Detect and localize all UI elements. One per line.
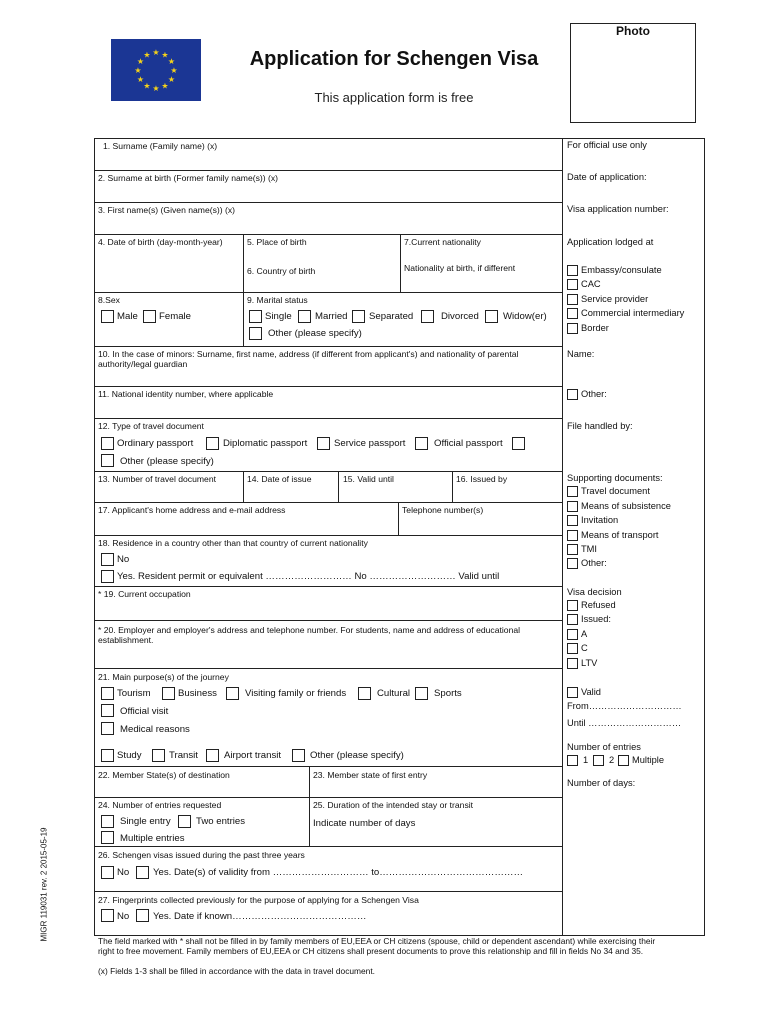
purpose-business-label: Business — [178, 688, 217, 699]
decision-until-label: Until ………………………… — [567, 718, 682, 728]
field-entries-requested-label: 24. Number of entries requested — [98, 800, 222, 810]
marital-divorced-label: Divorced — [441, 311, 479, 322]
doc-diplomatic-label: Diplomatic passport — [223, 438, 308, 449]
doc-other-label: Other (please specify) — [120, 456, 214, 467]
official-entries-label: Number of entries — [567, 742, 641, 752]
doc-ordinary-checkbox[interactable] — [101, 437, 114, 450]
field-national-id-label: 11. National identity number, where applicable — [98, 389, 274, 399]
lodged-intermediary-checkbox[interactable] — [567, 308, 578, 319]
purpose-business-checkbox[interactable] — [162, 687, 175, 700]
fingerprints-no-label: No — [117, 911, 130, 922]
lodged-border-checkbox[interactable] — [567, 323, 578, 334]
decision-valid-checkbox[interactable] — [567, 687, 578, 698]
field-valid-until-label: 15. Valid until — [343, 474, 394, 484]
supporting-invitation-checkbox[interactable] — [567, 515, 578, 526]
svg-text:★: ★ — [161, 50, 169, 60]
official-handled-label: File handled by: — [567, 421, 633, 431]
purpose-study-checkbox[interactable] — [101, 749, 114, 762]
svg-text:★: ★ — [170, 66, 178, 75]
doc-other-checkbox[interactable] — [101, 454, 114, 467]
official-name-label: Name: — [567, 349, 595, 359]
marital-single-label: Single — [265, 311, 292, 322]
entries-multiple-official-label: Multiple — [632, 755, 665, 765]
field-home-address-label: 17. Applicant's home address and e-mail address — [98, 505, 286, 515]
official-days-label: Number of days: — [567, 778, 636, 788]
field-minors-label: 10. In the case of minors: Surname, first name, address (if different from applicant's) and nationality of parental — [98, 349, 519, 359]
decision-from-label: From………………………… — [567, 701, 682, 711]
sex-male-checkbox[interactable] — [101, 310, 114, 323]
svg-text:★: ★ — [167, 75, 176, 84]
decision-a-label: A — [581, 629, 588, 639]
purpose-medical-checkbox[interactable] — [101, 722, 114, 735]
fingerprints-yes-checkbox[interactable] — [136, 909, 149, 922]
purpose-tourism-checkbox[interactable] — [101, 687, 114, 700]
field-telephone-label: Telephone number(s) — [402, 505, 484, 515]
residence-no-label: No — [117, 554, 130, 565]
entries-two-checkbox[interactable] — [178, 815, 191, 828]
field-employer-label-cont: establishment. — [98, 635, 154, 645]
official-number-label: Visa application number: — [567, 204, 669, 214]
doc-official-checkbox[interactable] — [415, 437, 428, 450]
decision-a-checkbox[interactable] — [567, 629, 578, 640]
entries-multiple-label: Multiple entries — [120, 833, 185, 844]
lodged-border-label: Border — [581, 323, 609, 333]
supporting-subsistence-checkbox[interactable] — [567, 501, 578, 512]
svg-text:★: ★ — [167, 57, 176, 66]
field-nationality-label: 7.Current nationality — [404, 237, 481, 247]
marital-separated-label: Separated — [369, 311, 414, 322]
footer-note — [98, 936, 698, 957]
official-decision-label: Visa decision — [567, 587, 622, 597]
sex-female-label: Female — [159, 311, 191, 322]
footer-note-line2: right to free movement. Family members of EU,EEA or CH citizens shall present documents to prove this relationship and fill in fields No 34 and 35. — [98, 946, 644, 957]
supporting-invitation-label: Invitation — [581, 515, 619, 525]
entries-multiple-checkbox[interactable] — [101, 831, 114, 844]
field-employer-label: * 20. Employer and employer's address and telephone number. For students, name and address of educational — [98, 625, 521, 635]
purpose-official-checkbox[interactable] — [101, 704, 114, 717]
field-sex-label: 8.Sex — [98, 295, 120, 305]
doc-official-label: Official passport — [434, 438, 503, 449]
svg-text:★: ★ — [161, 81, 169, 91]
supporting-transport-checkbox[interactable] — [567, 530, 578, 541]
supporting-other-checkbox[interactable] — [567, 558, 578, 569]
decision-refused-checkbox[interactable] — [567, 600, 578, 611]
supporting-tmi-label: TMI — [581, 544, 598, 554]
supporting-tmi-checkbox[interactable] — [567, 544, 578, 555]
marital-divorced-checkbox[interactable] — [421, 310, 434, 323]
field-destination-label: 22. Member State(s) of destination — [98, 770, 230, 780]
field-occupation-label: * 19. Current occupation — [98, 589, 191, 599]
entries-two-label: Two entries — [196, 816, 246, 827]
decision-refused-label: Refused — [581, 600, 616, 610]
eu-flag-icon — [111, 39, 201, 101]
sex-female-checkbox[interactable] — [143, 310, 156, 323]
purpose-official-label: Official visit — [120, 706, 169, 717]
field-issued-by-label: 16. Issued by — [456, 474, 508, 484]
previous-visas-yes-label: Yes. Date(s) of validity from ………………………… to……………………………………… — [153, 867, 524, 878]
lodged-provider-label: Service provider — [581, 294, 649, 304]
field-duration-label: 25. Duration of the intended stay or transit — [313, 800, 474, 810]
marital-single-checkbox[interactable] — [249, 310, 262, 323]
entries-single-checkbox[interactable] — [101, 815, 114, 828]
decision-ltv-checkbox[interactable] — [567, 658, 578, 669]
purpose-other-checkbox[interactable] — [292, 749, 305, 762]
decision-c-label: C — [581, 643, 588, 653]
marital-married-label: Married — [315, 311, 348, 322]
purpose-sports-label: Sports — [434, 688, 462, 699]
doc-ordinary-label: Ordinary passport — [117, 438, 194, 449]
lodged-provider-checkbox[interactable] — [567, 294, 578, 305]
page-subtitle: This application form is free — [314, 90, 474, 105]
previous-visas-yes-checkbox[interactable] — [136, 866, 149, 879]
field-residence-label: 18. Residence in a country other than that country of current nationality — [98, 538, 368, 548]
residence-yes-label: Yes. Resident permit or equivalent ……………………… No ……………………… Valid until — [117, 571, 500, 582]
doc-service-checkbox[interactable] — [317, 437, 330, 450]
field-surname-at-birth-label: 2. Surname at birth (Former family name(s)) (x) — [98, 173, 279, 183]
supporting-other-label: Other: — [581, 558, 607, 568]
field-duration-days-label: Indicate number of days — [313, 818, 416, 829]
purpose-transit-checkbox[interactable] — [152, 749, 165, 762]
fingerprints-no-checkbox[interactable] — [101, 909, 114, 922]
entries-2-label: 2 — [609, 755, 615, 765]
fingerprints-yes-label: Yes. Date if known…………………………………… — [153, 911, 367, 922]
official-date-label: Date of application: — [567, 172, 647, 182]
svg-text:★: ★ — [136, 57, 145, 66]
footer-note-x: (x) Fields 1-3 shall be filled in accordance with the data in travel document. — [98, 966, 375, 976]
field-purpose-label: 21. Main purpose(s) of the journey — [98, 672, 229, 682]
purpose-study-label: Study — [117, 750, 142, 761]
field-doc-number-label: 13. Number of travel document — [98, 474, 216, 484]
official-lodged-label: Application lodged at — [567, 237, 654, 247]
lodged-embassy-checkbox[interactable] — [567, 265, 578, 276]
decision-valid-label: Valid — [581, 687, 601, 697]
page-title: Application for Schengen Visa — [249, 48, 539, 70]
marital-other-checkbox[interactable] — [249, 327, 262, 340]
official-other-checkbox[interactable] — [567, 389, 578, 400]
supporting-travel-doc-checkbox[interactable] — [567, 486, 578, 497]
decision-issued-checkbox[interactable] — [567, 614, 578, 625]
marital-widow-label: Widow(er) — [503, 311, 547, 322]
purpose-family-label: Visiting family or friends — [245, 688, 347, 699]
purpose-sports-checkbox[interactable] — [415, 687, 428, 700]
residence-yes-checkbox[interactable] — [101, 570, 114, 583]
purpose-family-checkbox[interactable] — [226, 687, 239, 700]
decision-issued-label: Issued: — [581, 614, 611, 624]
svg-text:★: ★ — [143, 81, 151, 91]
lodged-intermediary-label: Commercial intermediary — [581, 308, 685, 318]
lodged-cac-checkbox[interactable] — [567, 279, 578, 290]
purpose-transit-label: Transit — [169, 750, 198, 761]
previous-visas-no-checkbox[interactable] — [101, 866, 114, 879]
purpose-other-label: Other (please specify) — [310, 750, 404, 761]
field-date-of-issue-label: 14. Date of issue — [247, 474, 312, 484]
sex-male-label: Male — [117, 311, 138, 322]
entries-2-checkbox[interactable] — [593, 755, 604, 766]
photo-label: Photo — [616, 24, 650, 38]
field-first-name-label: 3. First name(s) (Given name(s)) (x) — [98, 205, 236, 215]
field-country-of-birth-label: 6. Country of birth — [247, 266, 316, 276]
purpose-tourism-label: Tourism — [117, 688, 151, 699]
svg-text:★: ★ — [134, 66, 142, 75]
purpose-cultural-label: Cultural — [377, 688, 411, 699]
purpose-airport-transit-checkbox[interactable] — [206, 749, 219, 762]
svg-text:★: ★ — [152, 48, 160, 57]
field-fingerprints-label: 27. Fingerprints collected previously for the purpose of applying for a Schengen Visa — [98, 895, 419, 905]
official-use-title: For official use only — [567, 140, 647, 150]
entries-single-label: Single entry — [120, 816, 171, 827]
marital-other-label: Other (please specify) — [268, 328, 362, 339]
field-place-of-birth-label: 5. Place of birth — [247, 237, 307, 247]
previous-visas-no-label: No — [117, 867, 130, 878]
lodged-embassy-label: Embassy/consulate — [581, 265, 662, 275]
official-other-label: Other: — [581, 389, 607, 399]
marital-married-checkbox[interactable] — [298, 310, 311, 323]
footer-note-line1: The field marked with * shall not be filled in by family members of EU,EEA or CH citizens (spouse, child or dependent ascendant) while exercising their — [98, 936, 656, 946]
purpose-cultural-checkbox[interactable] — [358, 687, 371, 700]
photo-box — [570, 23, 696, 123]
supporting-subsistence-label: Means of subsistence — [581, 501, 671, 511]
lodged-cac-label: CAC — [581, 279, 601, 289]
field-dob-label: 4. Date of birth (day-month-year) — [98, 237, 223, 247]
decision-c-checkbox[interactable] — [567, 643, 578, 654]
field-nationality-at-birth-label: Nationality at birth, if different — [404, 263, 516, 273]
entries-multiple-official-checkbox[interactable] — [618, 755, 629, 766]
marital-widow-checkbox[interactable] — [485, 310, 498, 323]
decision-ltv-label: LTV — [581, 658, 598, 668]
field-surname-label: 1. Surname (Family name) (x) — [103, 141, 218, 151]
margin-code: MIGR 119031 rev. 2 2015-05-19 — [39, 827, 49, 942]
svg-text:★: ★ — [136, 75, 145, 84]
supporting-transport-label: Means of transport — [581, 530, 659, 540]
field-marital-status-label: 9. Marital status — [247, 295, 308, 305]
doc-service-label: Service passport — [334, 438, 406, 449]
doc-extra-checkbox[interactable] — [512, 437, 525, 450]
field-travel-doc-type-label: 12. Type of travel document — [98, 421, 204, 431]
entries-1-checkbox[interactable] — [567, 755, 578, 766]
doc-diplomatic-checkbox[interactable] — [206, 437, 219, 450]
field-previous-visas-label: 26. Schengen visas issued during the past three years — [98, 850, 305, 860]
field-first-entry-label: 23. Member state of first entry — [313, 770, 428, 780]
marital-separated-checkbox[interactable] — [352, 310, 365, 323]
entries-1-label: 1 — [583, 755, 589, 765]
purpose-medical-label: Medical reasons — [120, 724, 190, 735]
official-supporting-label: Supporting documents: — [567, 473, 663, 483]
svg-text:★: ★ — [152, 84, 160, 93]
purpose-airport-transit-label: Airport transit — [224, 750, 282, 761]
svg-text:★: ★ — [143, 50, 151, 60]
supporting-travel-doc-label: Travel document — [581, 486, 650, 496]
field-minors-label-cont: authority/legal guardian — [98, 359, 188, 369]
residence-no-checkbox[interactable] — [101, 553, 114, 566]
